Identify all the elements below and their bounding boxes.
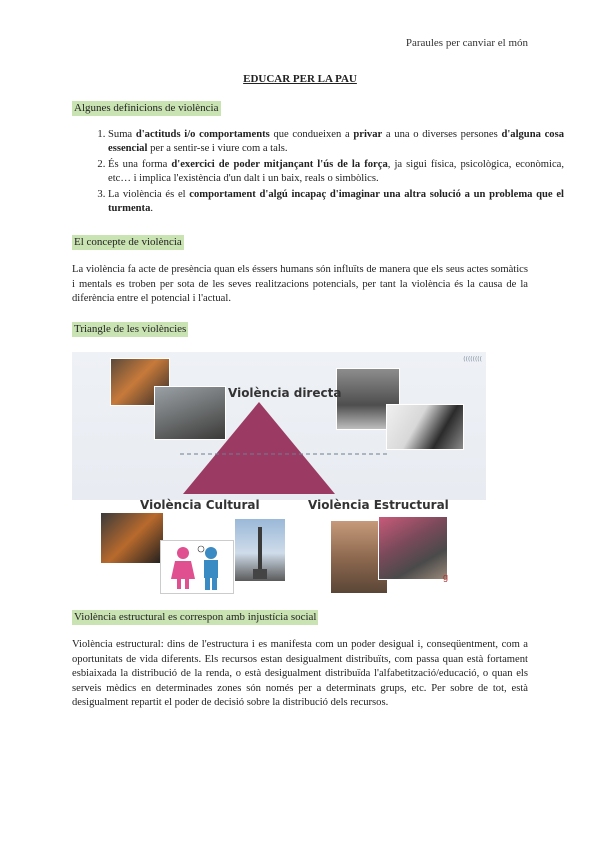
concept-paragraph: La violència fa acte de presència quan els éssers humans són influïts de manera que els seus actes somàtics i mentals es troben per sota de les seves realitzacions potencials, per tant la violència és la causa de la diferència entre el potencial i l'actual. [72,264,528,304]
definition-text: . [150,203,154,214]
concept-heading: El concepte de violència [74,236,182,248]
definition-text: És una forma [108,159,172,170]
poverty-photo [378,516,448,580]
fire-photo [100,512,164,564]
violence-triangle [183,402,335,494]
label-structural-violence: Violència Estructural [308,498,449,512]
definition-item [108,188,564,216]
monument-photo [234,518,286,582]
definitions-list [72,128,564,218]
label-cultural-violence: Violència Cultural [140,498,260,512]
definitions-heading: Algunes definicions de violència [74,102,219,114]
definition-text: Suma [108,129,136,140]
definition-text: , ja sigui física, psicològica, econòmica, etc… i implica l'existència d'un dalt i un baix, reals o simbòlics. [108,159,564,184]
column-icon [235,519,285,581]
triangle-heading: Triangle de les violències [74,323,187,335]
definition-bold: d'exercici de poder mitjançant l'ús de la força [171,159,388,170]
gender-icons-image [160,540,234,594]
figure-watermark: (((((((( [463,356,482,363]
definition-text: a una o diverses persones [382,129,502,140]
definition-text: per a sentir-se i viure com a tals. [147,143,288,154]
definition-item [108,158,564,186]
definition-bold: d'alguna cosa essencial [108,129,565,154]
definition-item [108,128,564,156]
gender-figures-icon [161,541,233,593]
definition-bold: privar [353,129,383,140]
page-title: EDUCAR PER LA PAU [243,73,357,85]
definition-text: que condueixen a [269,129,354,140]
definition-bold: d'actituds i/o comportaments [135,129,270,140]
definition-text: La violència és el [108,189,190,200]
page-mark: g [443,572,449,582]
structural-heading: Violència estructural es correspon amb injustícia social [74,611,317,623]
running-header: Paraules per canviar el món [405,37,528,49]
label-direct-violence: Violència directa [228,386,342,400]
violence-triangle-figure [72,350,486,594]
definition-bold: comportament d'algú incapaç d'imaginar una altra solució a un problema que el turmenta [108,189,564,214]
structural-paragraph: Violència estructural: dins de l'estructura i es manifesta com un poder desigual i, conseqüentment, com a oportunitats de vida diferents. Els recursos estan desigualment distribuïts, com passa quan està fortament esbiaixada la distribució de la renda, o està desigualment distribuïda l'alfabetització/educació, o quan els serveis mèdics en determinades zones són només per a determinats grups, etc. Per sobre de tot, està desigualment repartit el poder de decisió sobre la distribució dels recursos. [72,639,528,708]
